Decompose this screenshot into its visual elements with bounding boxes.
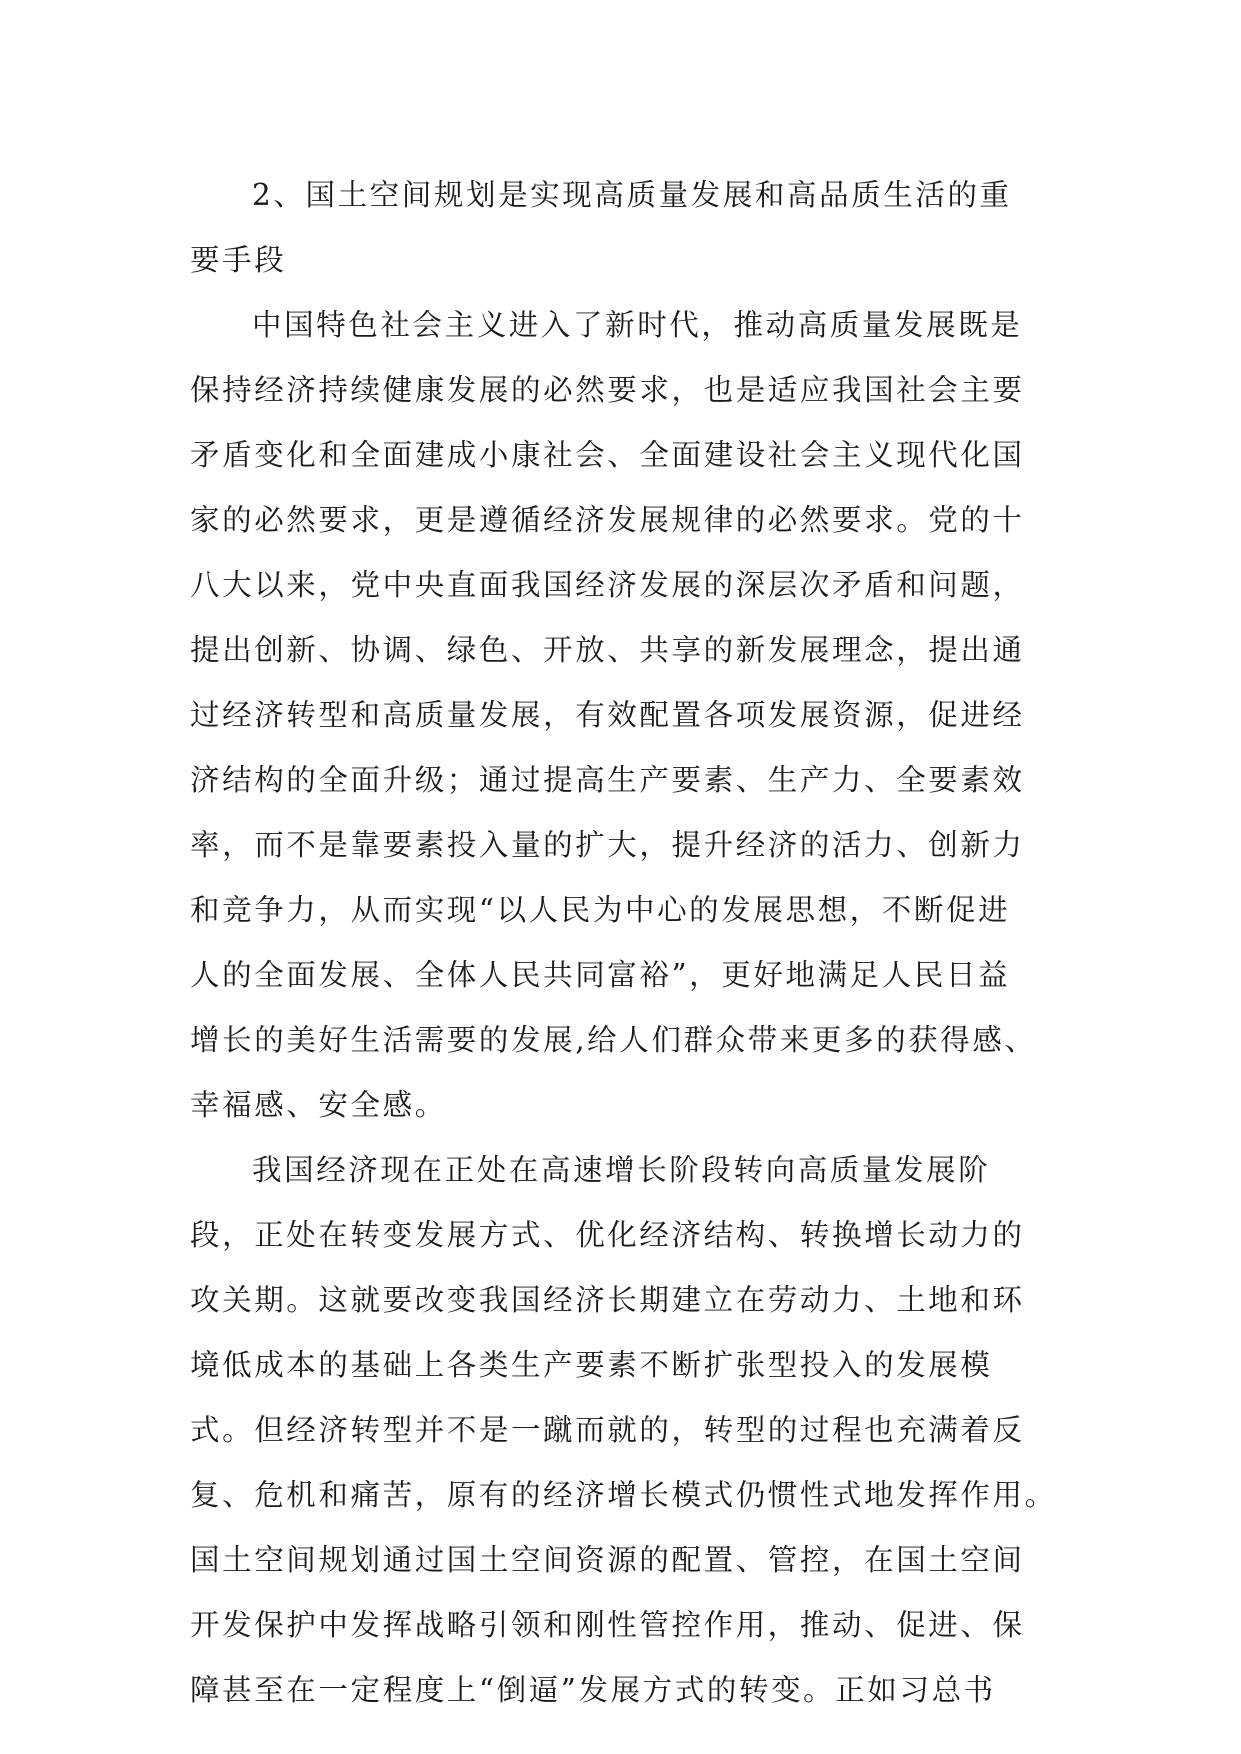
text-line: 段，正处在转变发展方式、优化经济结构、转换增长动力的 [190, 1218, 1025, 1252]
text-line: 复、危机和痛苦，原有的经济增长模式仍惯性式地发挥作用。 [190, 1478, 1057, 1512]
text-line: 境低成本的基础上各类生产要素不断扩张型投入的发展模 [190, 1348, 993, 1382]
text-line: 中国特色社会主义进入了新时代，推动高质量发展既是 [252, 308, 1023, 342]
text-line: 攻关期。这就要改变我国经济长期建立在劳动力、土地和环 [190, 1283, 1025, 1317]
paragraph-2 [190, 1138, 1057, 1723]
text-line: 保持经济持续健康发展的必然要求，也是适应我国社会主要 [190, 373, 1025, 407]
text-line: 矛盾变化和全面建成小康社会、全面建设社会主义现代化国 [190, 438, 1025, 472]
text-line: 人的全面发展、全体人民共同富裕”，更好地满足人民日益 [190, 958, 1011, 992]
text-line: 我国经济现在正处在高速增长阶段转向高质量发展阶 [252, 1153, 991, 1187]
text-line: 过经济转型和高质量发展，有效配置各项发展资源，促进经 [190, 698, 1025, 732]
paragraph-1 [190, 293, 1050, 1138]
text-line: 增长的美好生活需要的发展,给人们群众带来更多的获得感、 [190, 1023, 1037, 1057]
text-line: 要手段 [190, 243, 287, 277]
text-line: 提出创新、协调、绿色、开放、共享的新发展理念，提出通 [190, 633, 1025, 667]
text-line: 八大以来，党中央直面我国经济发展的深层次矛盾和问题， [190, 568, 1025, 602]
text-line: 国土空间规划通过国土空间资源的配置、管控，在国土空间 [190, 1543, 1025, 1577]
text-line: 开发保护中发挥战略引领和刚性管控作用，推动、促进、保 [190, 1608, 1025, 1642]
text-line: 障甚至在一定程度上“倒逼”发展方式的转变。正如习总书 [190, 1673, 996, 1707]
text-line: 济结构的全面升级；通过提高生产要素、生产力、全要素效 [190, 763, 1025, 797]
text-line: 幸福感、安全感。 [190, 1088, 447, 1122]
text-line: 率，而不是靠要素投入量的扩大，提升经济的活力、创新力 [190, 828, 1025, 862]
text-line: 家的必然要求，更是遵循经济发展规律的必然要求。党的十 [190, 503, 1025, 537]
section-heading [190, 163, 1050, 293]
text-line: 式。但经济转型并不是一蹴而就的，转型的过程也充满着反 [190, 1413, 1025, 1447]
document-body [190, 163, 1057, 1723]
text-line: 和竞争力，从而实现“以人民为中心的发展思想，不断促进 [190, 893, 1011, 927]
text-line: 2、国土空间规划是实现高质量发展和高品质生活的重 [252, 178, 1012, 212]
